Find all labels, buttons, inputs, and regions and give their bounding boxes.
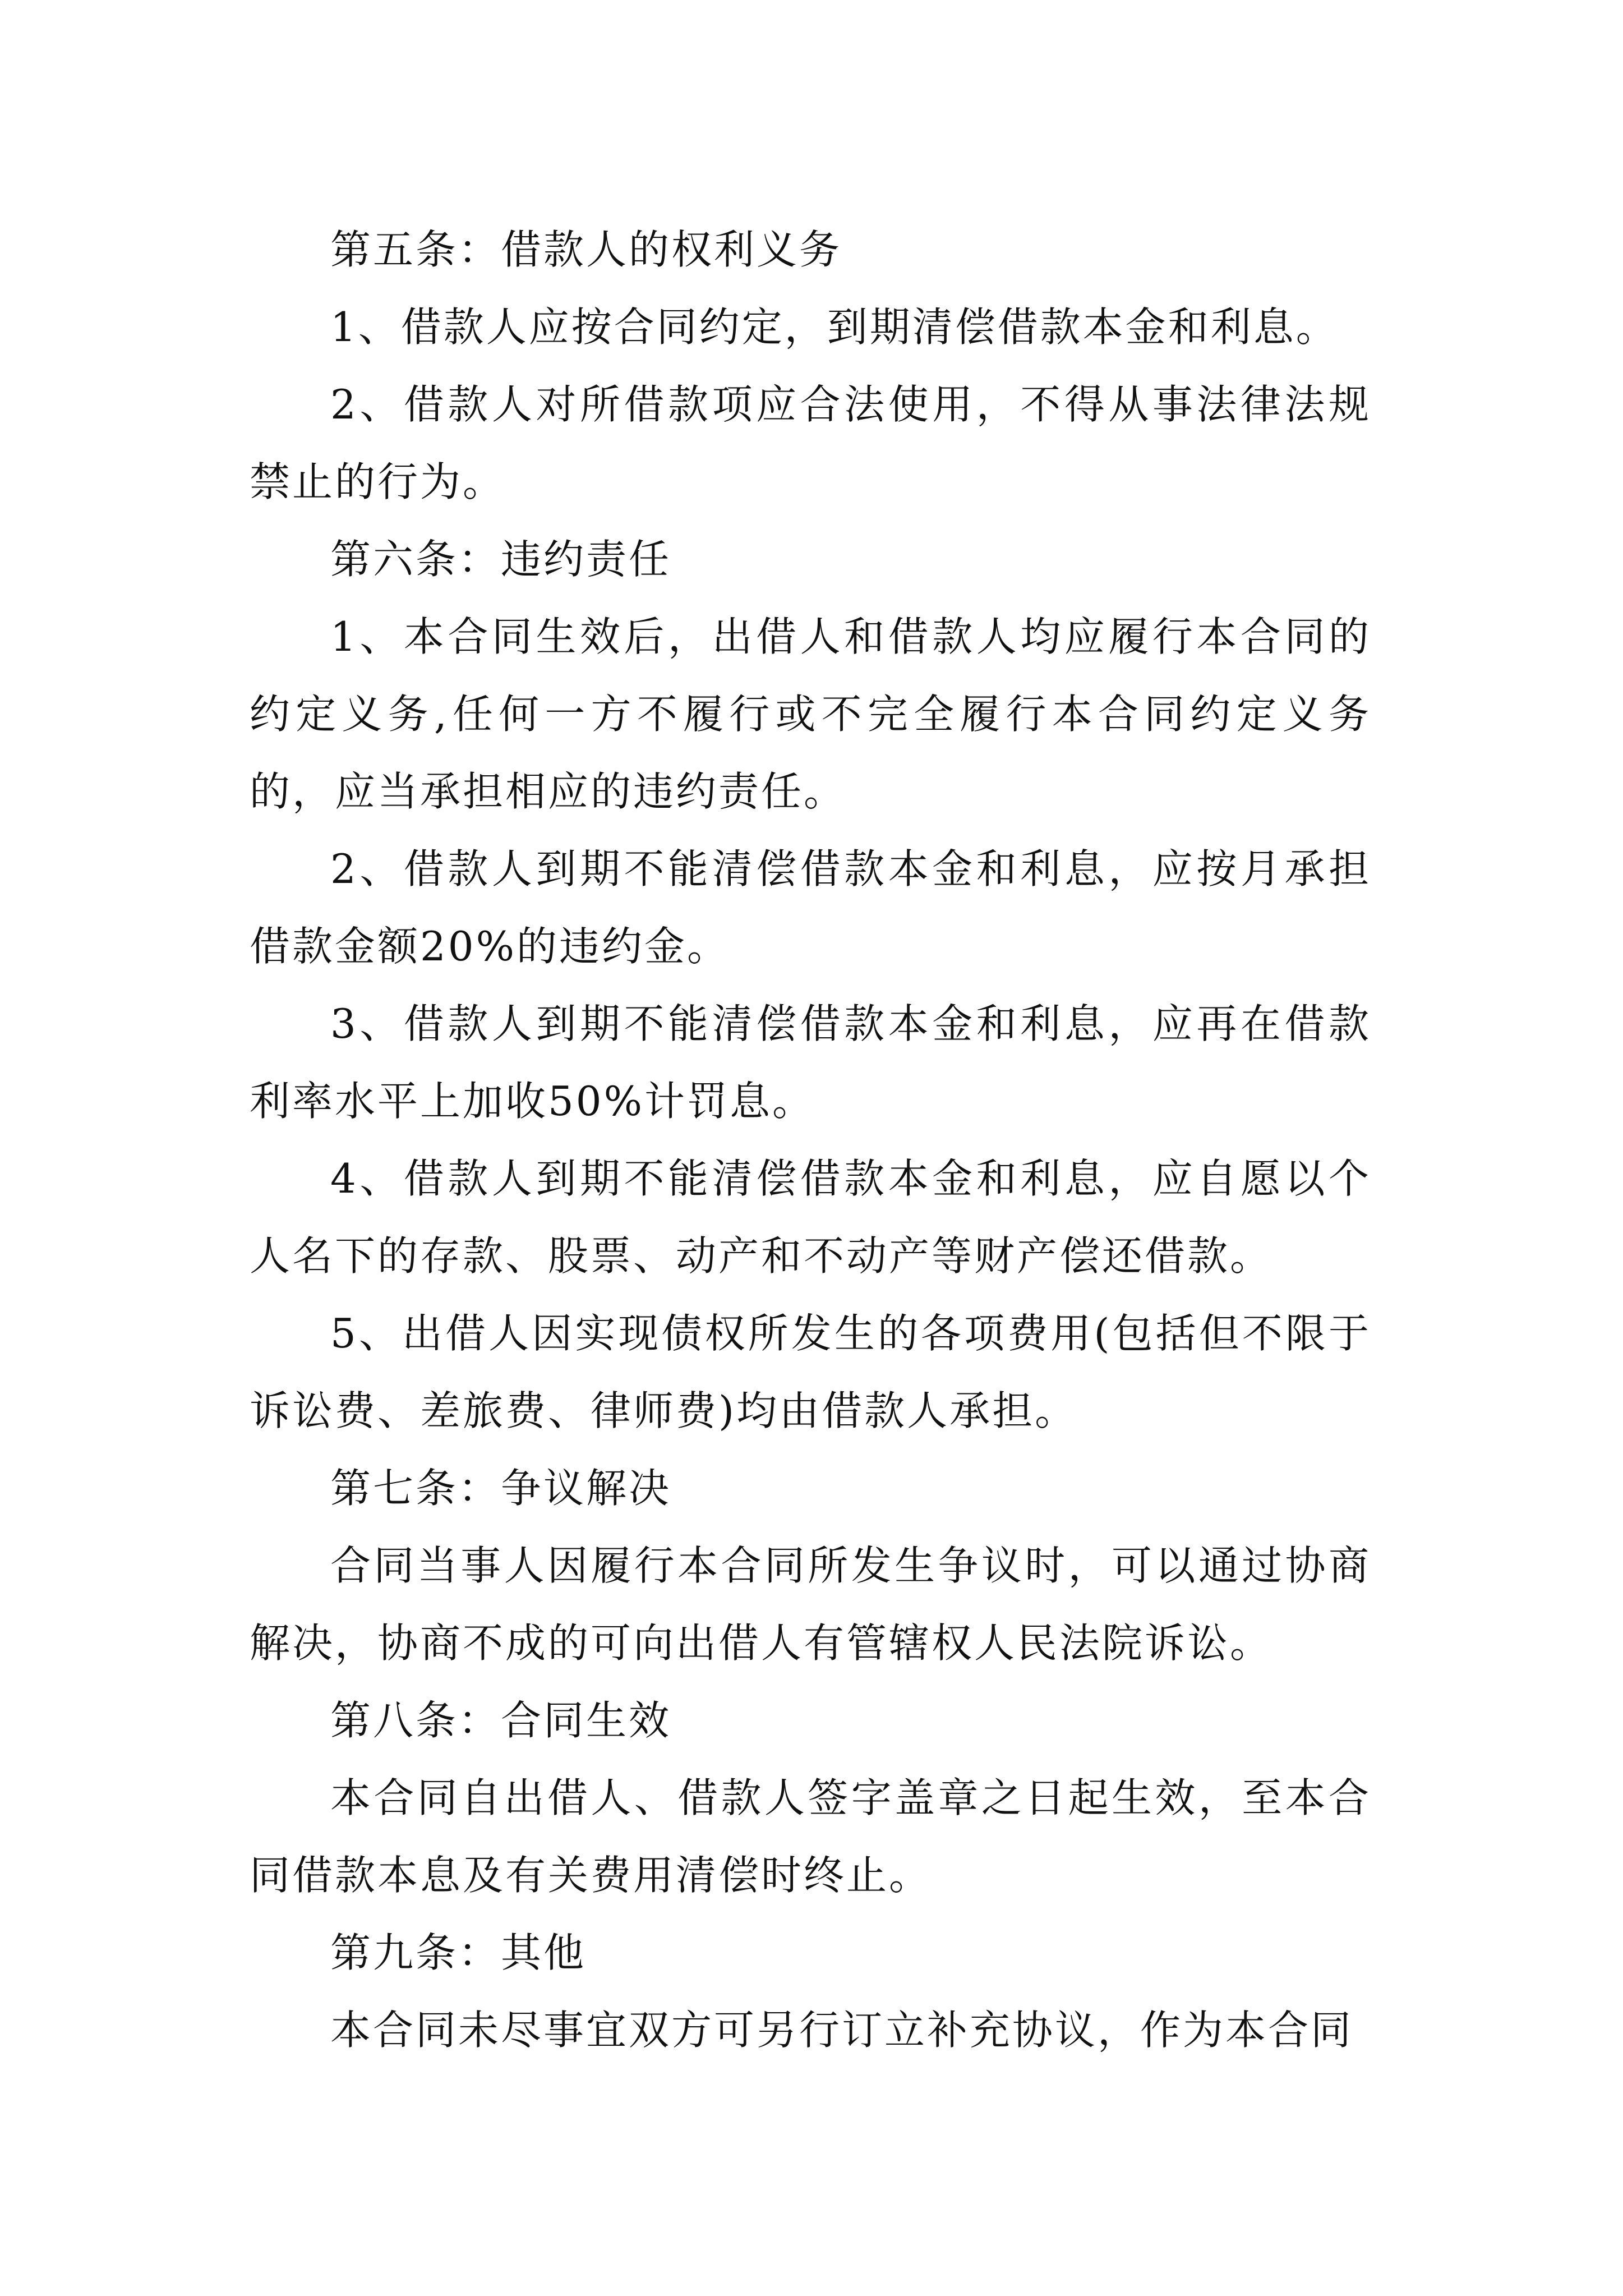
article-7-heading: 第七条：争议解决 bbox=[330, 1465, 672, 1512]
article-6-clause-3: 3、借款人到期不能清偿借款本金和利息，应再在借款利率水平上加收50%计罚息。 bbox=[250, 1000, 1371, 1125]
article-6-heading: 第六条：违约责任 bbox=[330, 536, 672, 583]
article-5-clause-1: 1、借款人应按合同约定，到期清偿借款本金和利息。 bbox=[330, 303, 1339, 351]
article-7-body: 合同当事人因履行本合同所发生争议时，可以通过协商解决，协商不成的可向出借人有管辖权人民法院诉讼。 bbox=[250, 1542, 1371, 1667]
article-6-clause-2: 2、借款人到期不能清偿借款本金和利息，应按月承担借款金额20%的违约金。 bbox=[250, 845, 1371, 970]
article-6-clause-4: 4、借款人到期不能清偿借款本金和利息，应自愿以个人名下的存款、股票、动产和不动产等财产偿还借款。 bbox=[250, 1155, 1371, 1280]
article-5-heading: 第五条：借款人的权利义务 bbox=[330, 226, 842, 273]
article-9-body: 本合同未尽事宜双方可另行订立补充协议，作为本合同 bbox=[330, 2007, 1354, 2054]
article-9-heading: 第九条：其他 bbox=[330, 1929, 587, 1976]
article-8-heading: 第八条：合同生效 bbox=[330, 1697, 672, 1744]
document-body bbox=[250, 211, 1371, 2069]
article-8-body: 本合同自出借人、借款人签字盖章之日起生效，至本合同借款本息及有关费用清偿时终止。 bbox=[250, 1774, 1371, 1899]
article-5-clause-2: 2、借款人对所借款项应合法使用，不得从事法律法规禁止的行为。 bbox=[250, 381, 1371, 505]
article-6-clause-5: 5、出借人因实现债权所发生的各项费用(包括但不限于诉讼费、差旅费、律师费)均由借款人承担。 bbox=[250, 1310, 1371, 1434]
article-6-clause-1: 1、本合同生效后，出借人和借款人均应履行本合同的约定义务,任何一方不履行或不完全履行本合同约定义务的，应当承担相应的违约责任。 bbox=[250, 613, 1371, 815]
